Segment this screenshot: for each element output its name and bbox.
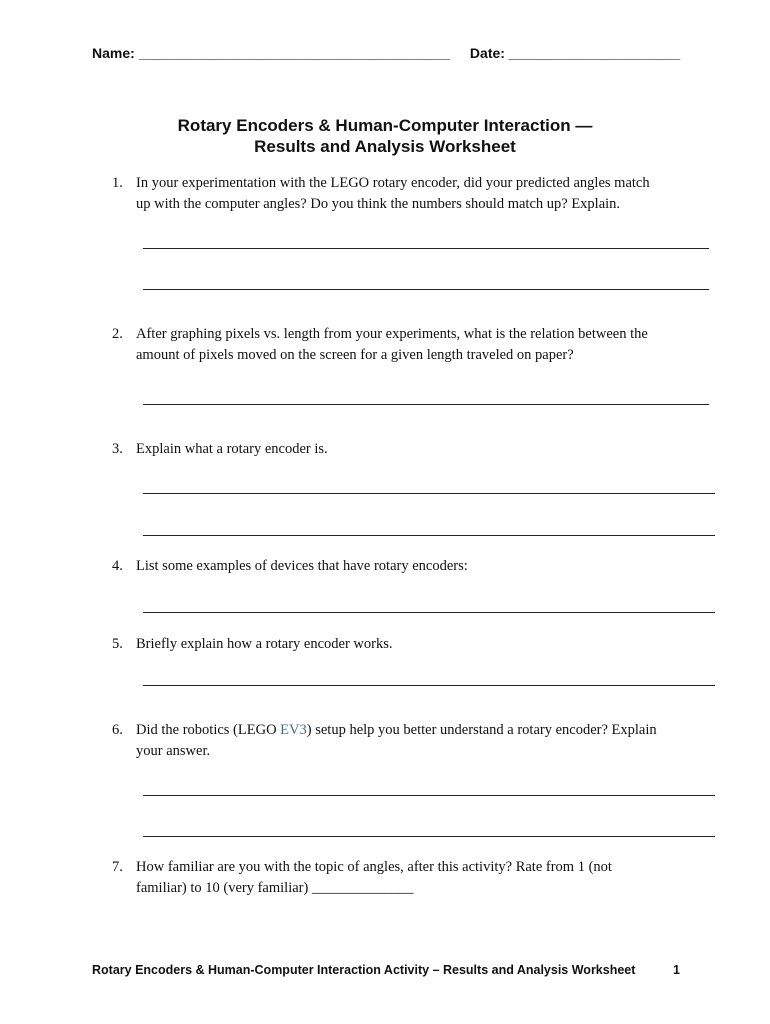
question-3-text: Explain what a rotary encoder is. [136,441,328,457]
ev3-link[interactable]: EV3 [280,722,307,738]
answer-line-3b[interactable] [143,535,715,536]
question-4-text: List some examples of devices that have rotary encoders: [136,558,468,574]
question-1-line-1: In your experimentation with the LEGO rotary encoder, did your predicted angles match [136,175,650,191]
page-number: 1 [673,963,680,977]
answer-line-5a[interactable] [143,685,715,686]
answer-line-3a[interactable] [143,493,715,494]
name-label: Name: [92,45,135,61]
question-7-text [136,857,696,899]
question-2-text [136,324,696,366]
question-6-number: 6. [112,722,123,738]
answer-line-2a[interactable] [143,404,709,405]
question-1-text [136,173,696,215]
date-field[interactable]: ______________________ [508,45,681,61]
question-2-line-2: amount of pixels moved on the screen for a given length traveled on paper? [136,347,574,363]
question-6-line-2: your answer. [136,743,211,759]
question-6-line-1-pre: Did the robotics (LEGO [136,722,281,738]
answer-line-4a[interactable] [143,612,715,613]
question-4-number: 4. [112,558,123,574]
question-5-text: Briefly explain how a rotary encoder works. [136,636,393,652]
name-field[interactable]: ________________________________________ [138,45,451,61]
page-title [0,115,770,157]
name-date-header [92,45,680,61]
date-label: Date: [469,45,505,61]
question-1-line-2: up with the computer angles? Do you think the numbers should match up? Explain. [136,196,621,212]
answer-line-6a[interactable] [143,795,715,796]
question-2-number: 2. [112,326,123,342]
question-7-line-2[interactable]: familiar) to 10 (very familiar) ______________ [136,880,414,896]
question-1-number: 1. [112,175,123,191]
page-footer: Rotary Encoders & Human-Computer Interaction Activity – Results and Analysis Worksheet [92,963,636,977]
question-3-number: 3. [112,441,123,457]
title-line-1: Rotary Encoders & Human-Computer Interaction — [177,116,593,135]
question-6-text [136,720,696,762]
question-5-number: 5. [112,636,123,652]
title-line-2: Results and Analysis Worksheet [254,137,516,156]
question-7-line-1: How familiar are you with the topic of angles, after this activity? Rate from 1 (not [136,859,612,875]
question-7-number: 7. [112,859,123,875]
question-6-line-1 [136,720,696,741]
answer-line-6b[interactable] [143,836,715,837]
answer-line-1b[interactable] [143,289,709,290]
question-6-line-1-post: ) setup help you better understand a rotary encoder? Explain [306,722,657,738]
answer-line-1a[interactable] [143,248,709,249]
question-2-line-1: After graphing pixels vs. length from your experiments, what is the relation between the [136,326,648,342]
